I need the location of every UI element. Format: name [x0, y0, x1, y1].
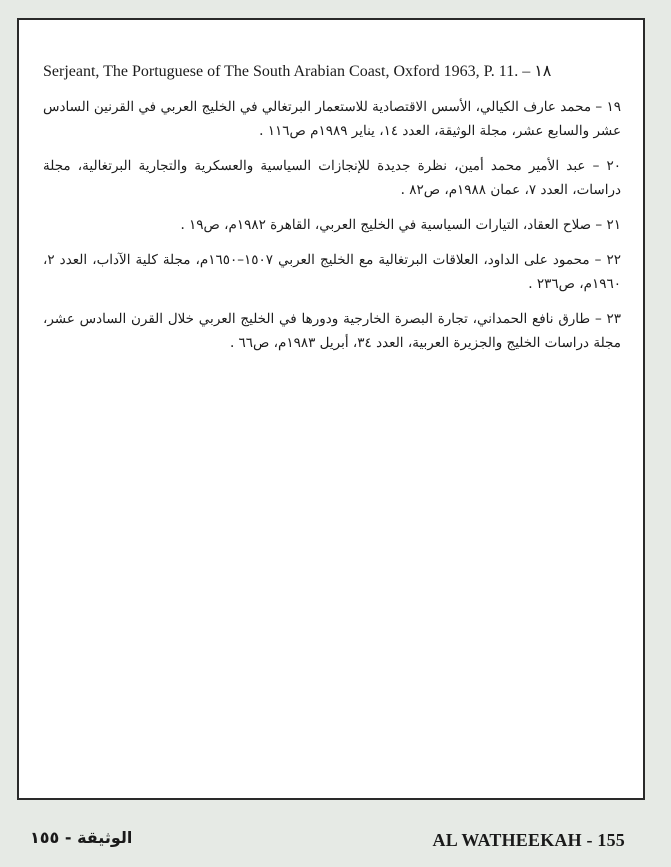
reference-20: ٢٠ – عبد الأمير محمد أمين، نظرة جديدة للإنجازات السياسية والعسكرية والتجارية البرتغالية، مجلة دراسات، العدد ٧، عمان ١٩٨٨م، ص٨٢ . [43, 158, 621, 198]
footer-arabic-page-label: الوثيقة - ١٥٥ [30, 828, 133, 847]
reference-18: Serjeant, The Portuguese of The South Arabian Coast, Oxford 1963, P. 11. – ١٨ [43, 63, 552, 80]
reference-21: ٢١ – صلاح العقاد، التيارات السياسية في الخليج العربي، القاهرة ١٩٨٢م، ص١٩ . [180, 217, 621, 233]
footer-english-page-label: AL WATHEEKAH - 155 [432, 830, 625, 850]
reference-19: ١٩ – محمد عارف الكيالي، الأسس الاقتصادية للاستعمار البرتغالي في الخليج العربي في القرنين السادس عشر والسابع عشر، مجلة الوثيقة، العدد ١٤، يناير ١٩٨٩م ص١١٦ . [43, 99, 621, 139]
reference-22: ٢٢ – محمود على الداود، العلاقات البرتغالية مع الخليج العربي ١٥٠٧–١٦٥٠م، مجلة كلية الآداب، العدد ٢، ١٩٦٠م، ص٢٣٦ . [43, 252, 621, 292]
page-frame [17, 18, 645, 800]
reference-list [43, 60, 621, 366]
reference-23: ٢٣ – طارق نافع الحمداني، تجارة البصرة الخارجية ودورها في الخليج العربي خلال القرن السادس عشر، مجلة دراسات الخليج والجزيرة العربية، العدد ٣٤، أبريل ١٩٨٣م، ص٦٦ . [43, 311, 621, 351]
